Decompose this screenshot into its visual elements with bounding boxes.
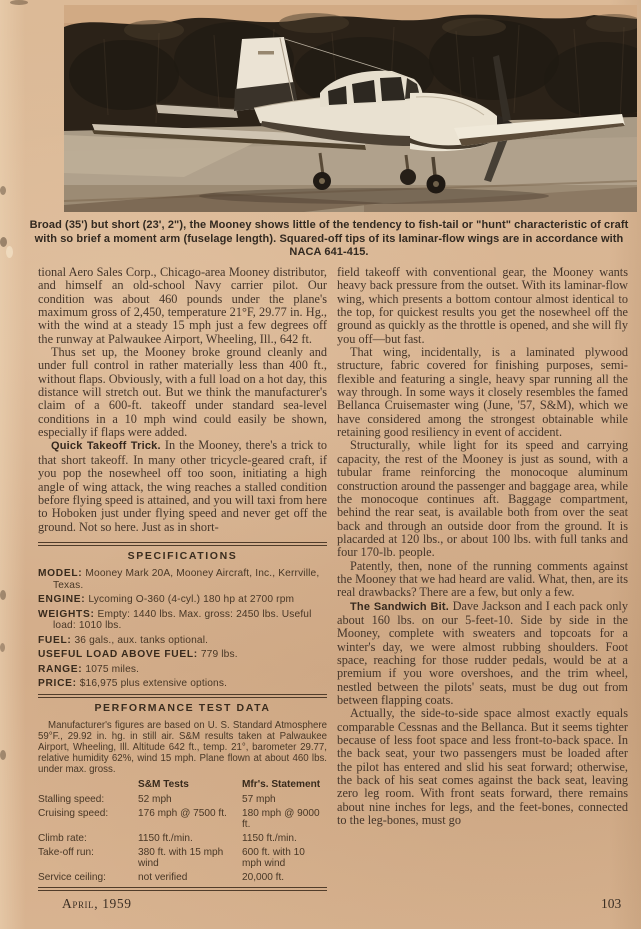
registration-mark [258, 51, 274, 55]
paragraph-lead-in: The Sandwich Bit. [350, 600, 450, 613]
right-column [337, 266, 628, 827]
left-column [38, 266, 327, 891]
row-mfr-value: 180 mph @ 9000 ft. [242, 807, 320, 830]
spec-label: FUEL: [38, 634, 72, 646]
double-rule [38, 542, 327, 546]
spec-value: 36 gals., aux. tanks optional. [74, 634, 209, 646]
aircraft-shadow [199, 188, 549, 204]
paper-blemish [10, 0, 28, 5]
spec-value: $16,975 plus extensive options. [79, 678, 228, 690]
body-paragraph: field takeoff with conventional gear, the Mooney wants heavy back pressure from the outset. With its laminar-flow wing, which presents a bottom contour almost identical to the top, for quickest results you get the nosewheel off the ground as quickly as the throttle is opened, and she will fly you off—but fast. [337, 265, 628, 346]
spec-label: ENGINE: [38, 594, 86, 606]
spec-item [38, 594, 327, 606]
body-paragraph [38, 439, 327, 533]
performance-row [38, 794, 327, 805]
performance-intro: Manufacturer's figures are based on U. S. Standard Atmosphere 59°F., 29.92 in. hg. in still air. S&M results taken at Palwaukee Airport, Wheeling, Ill. Altitude 642 ft., temp. 21°, barometer 29.77, relative humidity 62%, wind 15 mph. Plane flown at about 460 lbs. under max. gross. [38, 720, 327, 776]
spec-value: 779 lbs. [200, 649, 238, 661]
specifications-title: SPECIFICATIONS [127, 549, 238, 562]
body-paragraph: Actually, the side-to-side space almost exactly equals comparable Cessnas and the Bellanca. But it seems tighter because of less foot space and less front-to-back space. In the back seat, your two passengers must be loaded after the pilot has entered and slid his seat forward; otherwise, the back of his seat comes against the back seat, leaving zero leg room. With front seats forward, there remains about nine inches for legs, and the feet-bones, connected to the leg-bones, must go [337, 706, 628, 828]
row-label: Take-off run: [38, 846, 94, 858]
page-number: 103 [601, 896, 622, 911]
body-paragraph: Structurally, while light for its speed and carrying capacity, the rest of the Mooney is just as sound, with a tubular frame reinforcing the monocoque aluminum construction around the passenger and baggage area, while the monocoque continues aft. Baggage compartment, behind the rear seat, is available both from over the seat back and through an outside door from the ground. It is placarded at 120 lbs., or about 100 lbs. with full tanks and four 170-lb. people. [337, 438, 628, 560]
row-label: Cruising speed: [38, 807, 109, 819]
spec-value: Mooney Mark 20A, Mooney Aircraft, Inc., Kerrville, Texas. [53, 568, 320, 591]
paragraph-text: In the Mooney, there's a trick to that short takeoff. In many other tricycle-geared craft, if you pop the nosewheel off too soon, initiating a high angle of wing attack, the wing reaches a stalled condition before flying speed is attained, and you will taxi from here to Hoboken just under flying speed and never get off the ground. Not so here. Just as in short- [38, 438, 328, 534]
spec-label: RANGE: [38, 663, 83, 675]
spec-label: WEIGHTS: [38, 608, 95, 620]
row-sm-value: not verified [138, 871, 188, 883]
aircraft-photo [64, 5, 637, 212]
performance-header-row [38, 779, 327, 790]
paper-blemish [0, 643, 5, 652]
aircraft-photo-illustration [64, 5, 637, 212]
body-paragraph: That wing, incidentally, is a laminated plywood structure, fabric covered for finishing purposes, semi-flexible and featuring a single, heavy spar running all the way through. In some ways it closely resembles the famed Bellanca Cruisemaster wing (June, '57, S&M), which we have considered among the strongest obtainable while retaining good resiliency in event of accident. [337, 345, 628, 440]
double-rule [38, 694, 327, 698]
row-sm-value: 1150 ft./min. [138, 832, 193, 844]
spec-value: Empty: 1440 lbs. Max. gross: 2450 lbs. Useful load: 1010 lbs. [53, 608, 312, 632]
spec-item [38, 635, 327, 647]
specifications-box [38, 550, 327, 690]
column-header: Mfr's. Statement [242, 778, 321, 790]
row-sm-value: 52 mph [138, 793, 172, 805]
spec-item [38, 649, 327, 661]
body-paragraph: tional Aero Sales Corp., Chicago-area Mooney distributor, and himself an old-school Navy carrier pilot. Our condition was about 460 pounds under the plane's maximum gross of 2,450, temperature 21°F, 29.77 in. Hg., with the wind at a steady 15 mph just a few degrees off the runway at Palwaukee Airport, Wheeling, Ill., 642 ft. [38, 265, 327, 346]
photo-caption [28, 219, 630, 260]
row-sm-value: 380 ft. with 15 mph wind [138, 846, 224, 869]
performance-box [38, 702, 327, 883]
performance-row [38, 808, 327, 830]
performance-title: PERFORMANCE TEST DATA [94, 701, 271, 714]
row-mfr-value: 1150 ft./min. [242, 832, 297, 844]
column-header: S&M Tests [138, 778, 189, 790]
row-label: Climb rate: [38, 832, 87, 844]
spec-label: USEFUL LOAD ABOVE FUEL: [38, 649, 198, 661]
caption-line: Broad (35') but short (23', 2"), the Mooney shows little of the tendency to fish-tail or "hunt" characteristic of craft [29, 219, 629, 231]
spec-item [38, 568, 327, 591]
row-mfr-value: 600 ft. with 10 mph wind [242, 846, 305, 869]
performance-row [38, 872, 327, 883]
spec-item [38, 664, 327, 676]
paragraph-text: Dave Jackson and I each pack only about 160 lbs. on our 5-feet-10. Side by side in the Mooney, complete with sweaters and topcoats for a winter's day, we were almost rubbing shoulders. Foot space, reaching for those rudder pedals, would be at a premium if you wore overshoes, and the trim wheel, nestled between the pilots' seats, must be dug out from between flapping coats. [337, 598, 628, 707]
spec-item [38, 609, 327, 632]
spec-value: 1075 miles. [85, 663, 140, 675]
row-mfr-value: 20,000 ft. [242, 871, 285, 883]
body-paragraph [337, 600, 628, 708]
spec-value: Lycoming O-360 (4-cyl.) 180 hp at 2700 rpm [88, 594, 295, 606]
row-mfr-value: 57 mph [242, 793, 276, 805]
performance-row [38, 847, 327, 869]
row-sm-value: 176 mph @ 7500 ft. [138, 807, 227, 819]
performance-row [38, 833, 327, 844]
spec-label: PRICE: [38, 678, 77, 690]
paper-blemish [0, 186, 6, 195]
paper-blemish [0, 590, 6, 600]
row-label: Stalling speed: [38, 793, 105, 805]
paper-blemish [0, 237, 7, 247]
body-paragraph: Patently, then, none of the running comments against the Mooney that we had heard are valid. What, then, are its real drawbacks? There are a few, but only a few. [337, 558, 628, 600]
header-spacer [38, 779, 138, 790]
row-label: Service ceiling: [38, 871, 106, 883]
spec-item [38, 678, 327, 690]
paragraph-lead-in: Quick Takeoff Trick. [51, 440, 161, 453]
body-paragraph: Thus set up, the Mooney broke ground cleanly and under full control in rather materially less than 400 ft., without flaps. Obviously, with a full load on a hot day, this distance will stretch out. But we think the manufacturer's claim of a 600-ft. takeoff under standard sea-level conditions in a 10 mph wind could easily be shown, especially if flaps were added. [38, 345, 327, 440]
issue-date: April, 1959 [62, 896, 132, 911]
double-rule [38, 887, 327, 891]
spec-label: MODEL: [38, 568, 83, 580]
caption-line: with so brief a moment arm (fuselage length). Squared-off tips of its laminar-flow wings are in accordance with [34, 232, 624, 245]
paper-blemish [6, 246, 13, 258]
paper-blemish [0, 750, 6, 760]
caption-line: NACA 641-415. [289, 246, 369, 259]
